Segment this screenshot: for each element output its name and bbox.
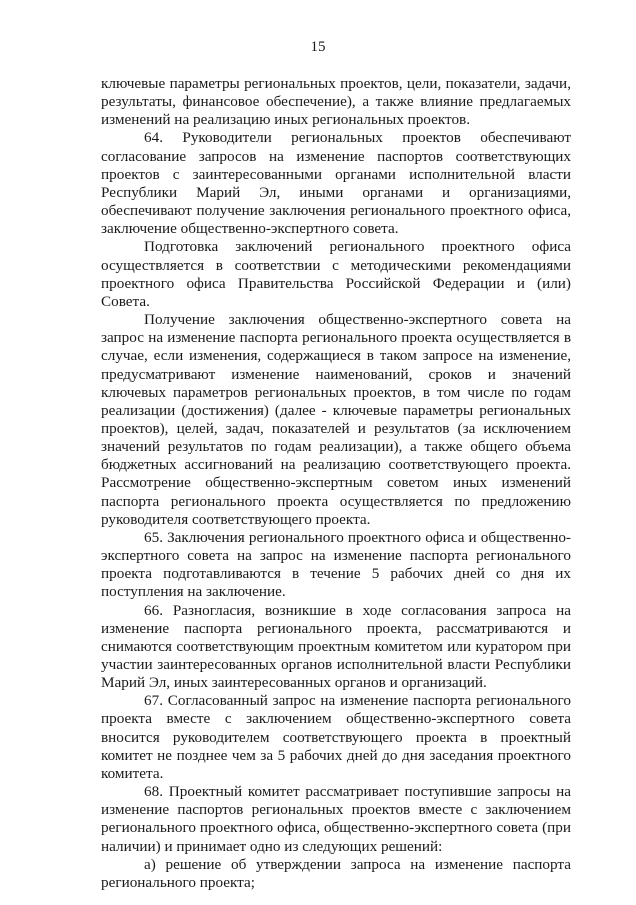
paragraph-1: ключевые параметры региональных проектов, цели, показатели, задачи, результаты, финансовое обеспечение), а также влияние предлагаемых изменений на реализацию иных региональных проектов.: [101, 75, 571, 129]
paragraph-67: 67. Согласованный запрос на изменение паспорта регионального проекта вместе с заключением общественно-экспертного совета вносится руководителем соответствующего проекта в проектный комитет не позднее чем за 5 рабочих дней до дня заседания проектного комитета.: [101, 692, 571, 782]
page-number: 15: [310, 39, 326, 55]
paragraph-66: 66. Разногласия, возникшие в ходе согласования запроса на изменение паспорта регионального проекта, рассматриваются и снимаются соответствующим проектным комитетом или куратором при участии заинтересованных органов исполнительной власти Республики Марий Эл, иных заинтересованных органов и организаций.: [101, 601, 571, 692]
paragraph-68a: а) решение об утверждении запроса на изменение паспорта регионального проекта;: [101, 855, 571, 891]
document-body: [101, 75, 571, 892]
paragraph-preparation: Подготовка заключений регионального проектного офиса осуществляется в соответствии с методическими рекомендациями проектного офиса Правительства Российской Федерации и (или) Совета.: [101, 238, 571, 310]
paragraph-68: 68. Проектный комитет рассматривает поступившие запросы на изменение паспортов региональных проектов вместе с заключением регионального проектного офиса, общественно-экспертного совета (при наличии) и принимает одно из следующих решений:: [101, 783, 571, 855]
paragraph-65: 65. Заключения регионального проектного офиса и общественно-экспертного совета на запрос на изменение паспорта регионального проекта подготавливаются в течение 5 рабочих дней со дня их поступления на заключение.: [101, 528, 571, 601]
paragraph-64: 64. Руководители региональных проектов обеспечивают согласование запросов на изменение паспортов соответствующих проектов с заинтересованными органами исполнительной власти Республики Марий Эл, иными органами и организациями, обеспечивают получение заключения регионального проектного офиса, заключение общественно-экспертного совета.: [101, 129, 571, 238]
paragraph-expert-council: Получение заключения общественно-экспертного совета на запрос на изменение паспорта регионального проекта осуществляется в случае, если изменения, содержащиеся в таком запросе на изменение, предусматривают изменение наименований, сроков и значений ключевых параметров региональных проектов, в том числе по годам реализации (достижения) (далее - ключевые параметры региональных проектов), целей, задач, показателей и результатов (за исключением значений результатов по годам реализации), а также общего объема бюджетных ассигнований на реализацию соответствующего проекта. Рассмотрение общественно-экспертным советом иных изменений паспорта регионального проекта осуществляется по предложению руководителя соответствующего проекта.: [101, 311, 571, 528]
